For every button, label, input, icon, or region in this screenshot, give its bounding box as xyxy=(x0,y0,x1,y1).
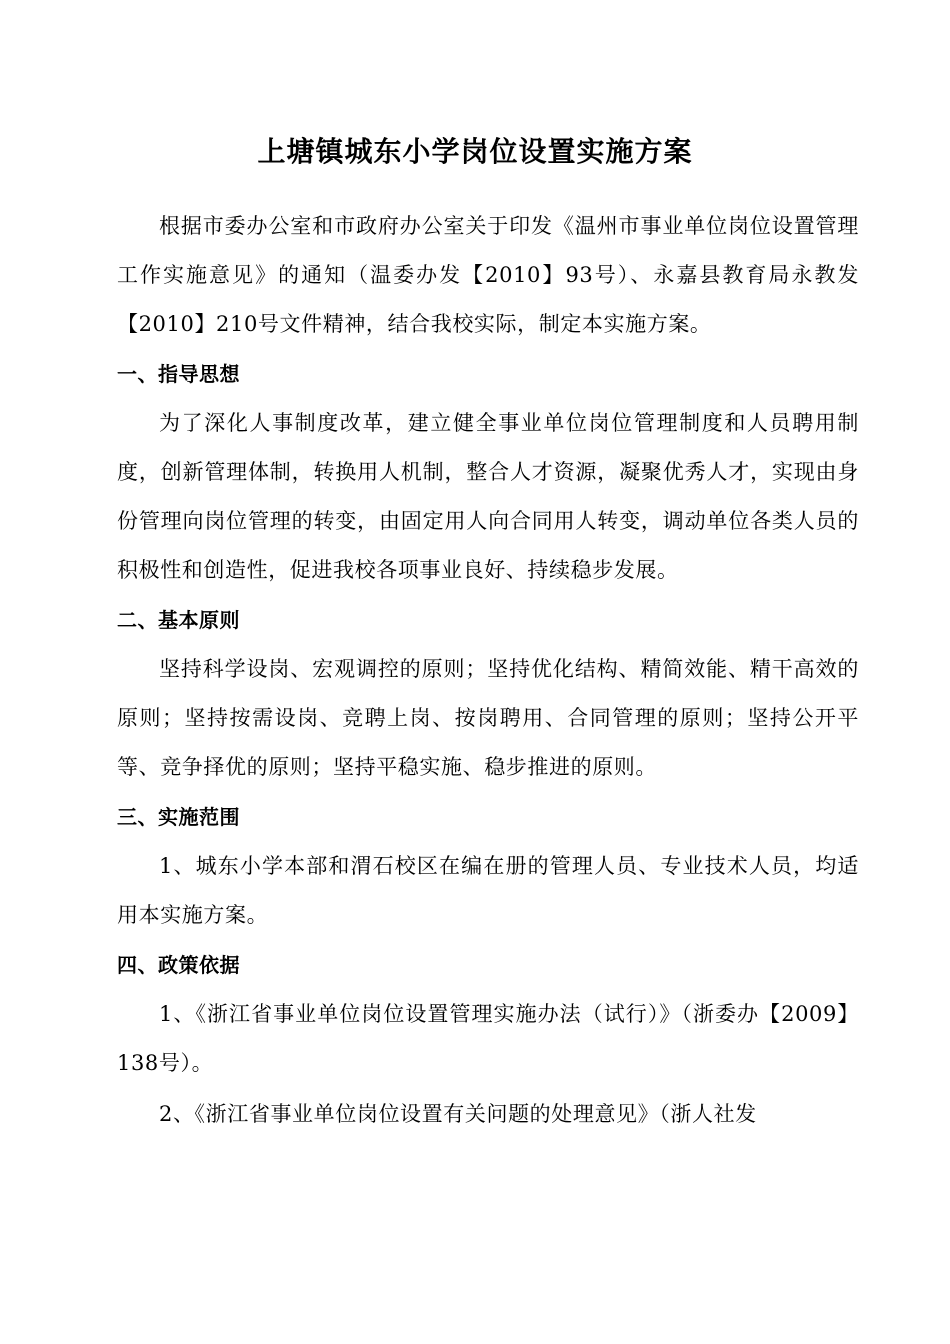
document-body xyxy=(117,202,859,1139)
section-heading-scope: 三、实施范围 xyxy=(117,805,240,829)
section-paragraph: 1、城东小学本部和渭石校区在编在册的管理人员、专业技术人员，均适用本实施方案。 xyxy=(117,854,859,927)
intro-paragraph: 根据市委办公室和市政府办公室关于印发《温州市事业单位岗位设置管理工作实施意见》的通知（温委办发【2010】93号）、永嘉县教育局永教发【2010】210号文件精神，结合我校实际，制定本实施方案。 xyxy=(117,214,859,336)
section-paragraph: 为了深化人事制度改革，建立健全事业单位岗位管理制度和人员聘用制度，创新管理体制，转换用人机制，整合人才资源，凝聚优秀人才，实现由身份管理向岗位管理的转变，由固定用人向合同用人转变，调动单位各类人员的积极性和创造性，促进我校各项事业良好、持续稳步发展。 xyxy=(117,411,859,582)
section-paragraph: 坚持科学设岗、宏观调控的原则；坚持优化结构、精简效能、精干高效的原则；坚持按需设岗、竞聘上岗、按岗聘用、合同管理的原则；坚持公开平等、竞争择优的原则；坚持平稳实施、稳步推进的原则。 xyxy=(117,657,859,779)
section-paragraph: 1、《浙江省事业单位岗位设置管理实施办法（试行）》（浙委办【2009】138号）。 xyxy=(117,1002,859,1075)
section-heading-policy-basis: 四、政策依据 xyxy=(117,953,240,977)
section-heading-guiding-ideology: 一、指导思想 xyxy=(117,362,240,386)
section-heading-basic-principles: 二、基本原则 xyxy=(117,608,240,632)
document-title: 上塘镇城东小学岗位设置实施方案 xyxy=(257,135,693,168)
section-paragraph: 2、《浙江省事业单位岗位设置有关问题的处理意见》（浙人社发 xyxy=(159,1102,757,1126)
